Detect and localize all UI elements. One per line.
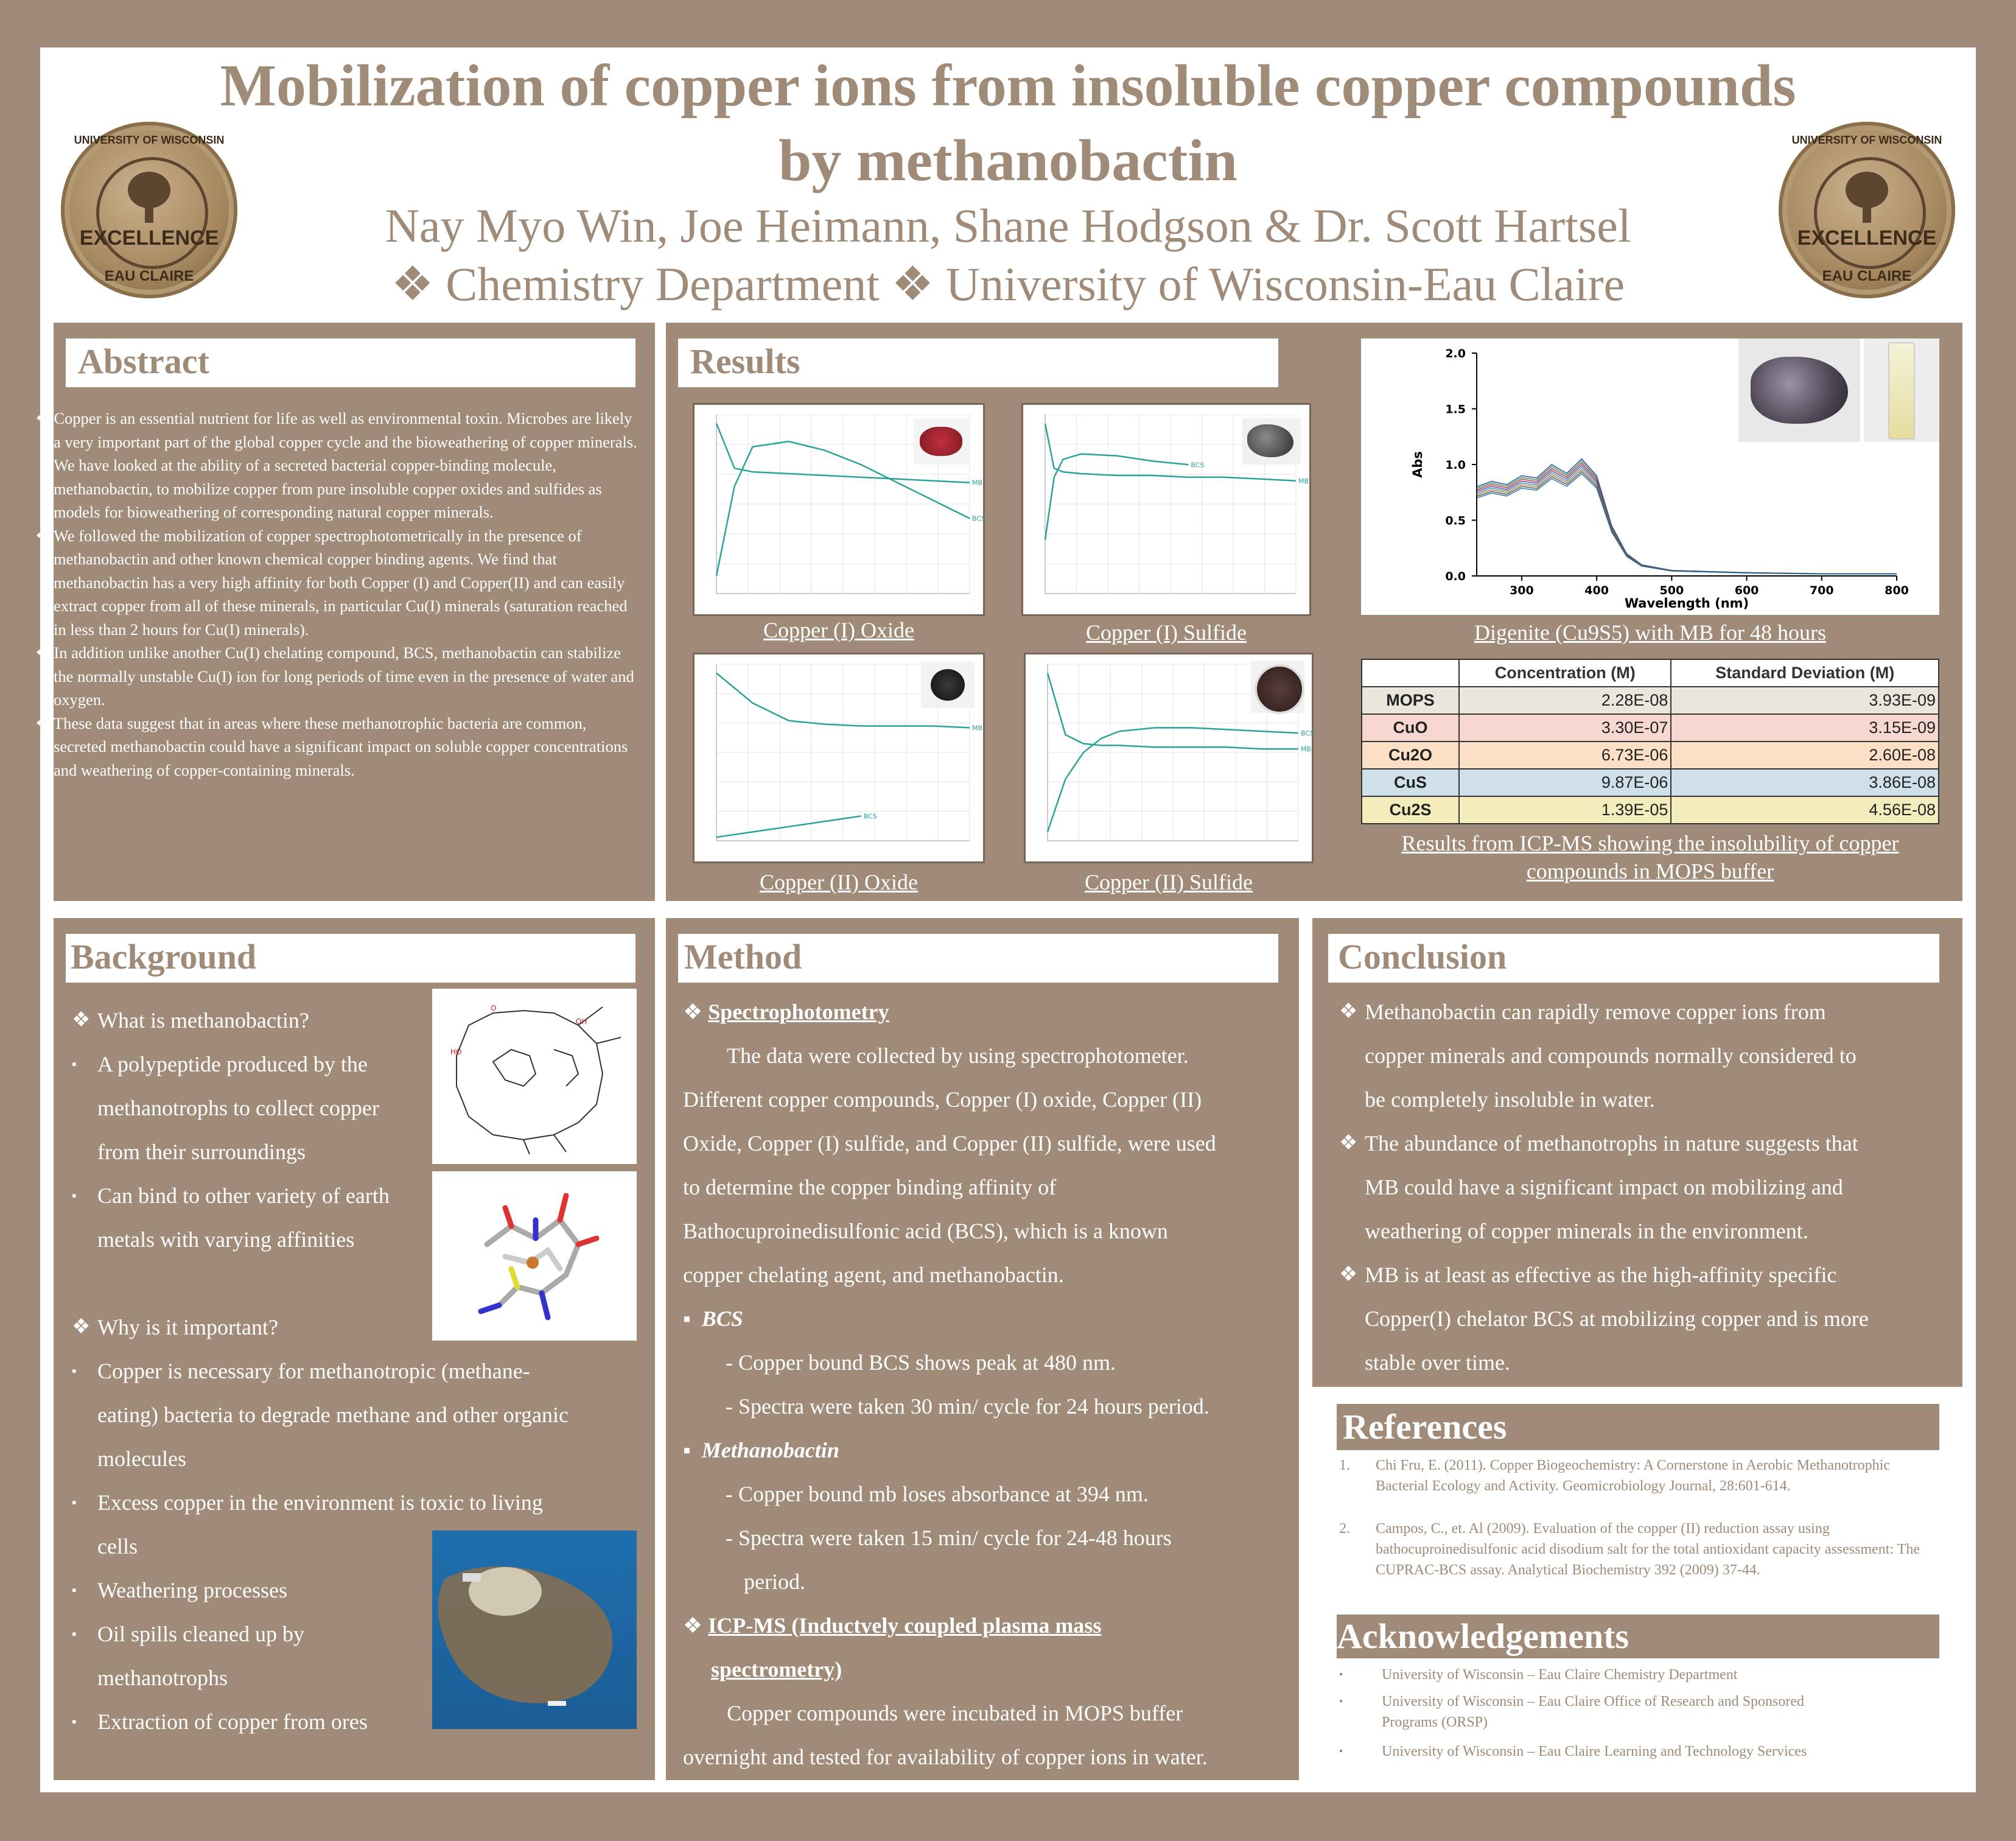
acknowledgement-text: University of Wisconsin – Eau Claire Office of Research and Sponsored Programs (ORSP) xyxy=(1382,1694,1804,1730)
abstract-heading: Abstract xyxy=(66,338,635,387)
concentration-cell: 6.73E-06 xyxy=(1459,742,1671,769)
bullet-mark: ▪ xyxy=(72,1363,77,1378)
list-item-text: MB is at least as effective as the high-affinity specific xyxy=(1365,1263,1837,1287)
y-tick-label: 0.5 xyxy=(1445,514,1466,528)
spectrum-caption: Digenite (Cu9S5) with MB for 48 hours xyxy=(1474,620,1826,645)
table-row xyxy=(1362,769,1939,796)
row-label: CuO xyxy=(1362,714,1459,742)
chart-copper-ii-oxide xyxy=(693,653,985,863)
copper-ii-sulfide-photo xyxy=(1251,661,1304,713)
molecule-3d-model xyxy=(432,1171,637,1341)
table-header: Concentration (M) xyxy=(1459,659,1671,687)
caption-copper-i-oxide: Copper (I) Oxide xyxy=(763,618,914,642)
list-item xyxy=(1339,1165,1954,1209)
x-tick-label: 700 xyxy=(1809,584,1834,597)
bullet-mark: ▪ xyxy=(72,1714,77,1729)
chart-copper-i-oxide xyxy=(693,403,985,616)
table-header: Standard Deviation (M) xyxy=(1671,659,1939,687)
y-tick-label: 2.0 xyxy=(1445,347,1466,360)
series-label: BCS xyxy=(1191,461,1205,469)
list-item-text: methanotrophs to collect copper xyxy=(97,1096,379,1120)
series-label: MB xyxy=(1298,477,1309,485)
table-row xyxy=(1362,796,1939,824)
poster-title-line2: by methanobactin xyxy=(778,128,1238,194)
list-item-text: A polypeptide produced by the xyxy=(97,1052,368,1076)
list-item-text: Copper(I) chelator BCS at mobilizing copper and is more xyxy=(1365,1306,1869,1331)
spectrophotometry-subheading: Spectrophotometry xyxy=(708,1000,889,1024)
authors: Nay Myo Win, Joe Heimann, Shane Hodgson & Dr. Scott Hartsel xyxy=(385,199,1631,252)
spectrum-trace xyxy=(1477,463,1897,574)
table-row xyxy=(1362,714,1939,742)
method-text: to determine the copper binding affinity of xyxy=(683,1175,1057,1199)
series-label: MB xyxy=(972,724,983,732)
list-item-text: from their surroundings xyxy=(97,1140,306,1164)
abstract-paragraph: ❖ These data suggest that in areas where these methanotrophic bacteria are common, secreted methanobactin could have a significant impact on soluble copper concentrations and weathering of copper-containing minerals. xyxy=(35,714,628,779)
sd-cell: 2.60E-08 xyxy=(1671,742,1939,769)
method-text: - Copper bound mb loses absorbance at 394 nm. xyxy=(726,1482,1149,1506)
concentration-cell: 2.28E-08 xyxy=(1459,687,1671,714)
seal-mid-text: EXCELLENCE xyxy=(1797,226,1937,250)
list-item xyxy=(1339,1209,1954,1253)
spectrum-trace xyxy=(1477,469,1897,574)
spectrum-trace xyxy=(1477,474,1897,574)
method-text: Oxide, Copper (I) sulfide, and Copper (II) sulfide, were used xyxy=(683,1131,1216,1155)
x-tick-label: 800 xyxy=(1885,584,1909,597)
series-label: MB xyxy=(972,479,983,487)
series-label: BCS xyxy=(1301,729,1315,738)
svg-text:HO: HO xyxy=(450,1048,462,1056)
method-mb-line: ▪ Methanobactin xyxy=(683,1438,839,1462)
icp-subheading: ICP-MS (Inductvely coupled plasma mass xyxy=(708,1613,1102,1638)
method-spectro-line: ❖ Spectrophotometry xyxy=(683,1000,889,1024)
icp-ms-table xyxy=(1361,659,1939,824)
list-item xyxy=(1339,1253,1954,1297)
conclusion-list xyxy=(1339,990,1954,1384)
list-item xyxy=(72,1481,650,1524)
bullet-mark: ❖ xyxy=(72,1009,91,1031)
affiliation: ❖ Chemistry Department ❖ University of Wisconsin-Eau Claire xyxy=(391,258,1625,310)
table-row xyxy=(1362,742,1939,769)
sd-cell: 4.56E-08 xyxy=(1671,796,1939,824)
copper-i-oxide-photo xyxy=(914,418,970,465)
reference-text: Campos, C., et. Al (2009). Evaluation of the copper (II) reduction assay using bathocuproinedisulfonic acid disodium salt for the total antioxidant capacity assessment: The CUPRAC-BCS assay. Analytical Biochemistry 392 (2009) 37-44. xyxy=(1376,1521,1920,1578)
bullet-mark: ❖ xyxy=(1339,1000,1358,1023)
bullet-mark: ▪ xyxy=(72,1188,77,1203)
sd-cell: 3.86E-08 xyxy=(1671,769,1939,796)
series-label: MB xyxy=(1301,745,1312,754)
caption-copper-ii-oxide: Copper (II) Oxide xyxy=(760,870,918,894)
list-item-text: Can bind to other variety of earth xyxy=(97,1184,390,1208)
reference-text: Chi Fru, E. (2011). Copper Biogeochemistry: A Cornerstone in Aerobic Methanotrophic Bacterial Ecology and Activity. Geomicrobiology Journal, 28:601-614. xyxy=(1376,1457,1890,1494)
table-header xyxy=(1362,659,1459,687)
acknowledgement-item: ▪ University of Wisconsin – Eau Claire Chemistry Department xyxy=(1339,1664,1936,1685)
y-tick-label: 0.0 xyxy=(1445,570,1466,583)
method-text: - Spectra were taken 15 min/ cycle for 24-48 hours xyxy=(726,1526,1172,1550)
method-text: period. xyxy=(744,1569,805,1594)
list-item xyxy=(1339,990,1954,1034)
results-heading: Results xyxy=(678,338,1278,387)
series-line-bcs xyxy=(1045,454,1188,540)
y-tick-label: 1.0 xyxy=(1445,458,1466,472)
list-item xyxy=(72,1393,650,1437)
x-tick-label: 500 xyxy=(1659,584,1684,597)
method-text: copper chelating agent, and methanobactin. xyxy=(683,1263,1064,1287)
reference-number: 2. xyxy=(1339,1521,1350,1537)
vial-photo xyxy=(1864,338,1939,442)
list-item-text: Extraction of copper from ores xyxy=(97,1710,368,1734)
methanobactin-subheading: Methanobactin xyxy=(701,1438,839,1462)
list-item-text: weathering of copper minerals in the environment. xyxy=(1365,1219,1808,1243)
list-item xyxy=(72,1437,650,1481)
spectrum-trace xyxy=(1477,461,1897,573)
spectrum-trace xyxy=(1477,468,1897,574)
y-axis-label: Abs xyxy=(1410,451,1425,478)
table-caption-line1: Results from ICP-MS showing the insolubility of copper xyxy=(1401,831,1899,855)
y-tick-label: 1.5 xyxy=(1445,402,1466,416)
sd-cell: 3.93E-09 xyxy=(1671,687,1939,714)
seal-bottom-text: EAU CLAIRE xyxy=(1822,268,1912,284)
copper-ii-oxide-photo xyxy=(921,662,975,708)
acknowledgements-heading: Acknowledgements xyxy=(1337,1615,1939,1658)
table-row xyxy=(1362,687,1939,714)
x-tick-label: 300 xyxy=(1510,584,1534,597)
table-header-row xyxy=(1362,659,1939,687)
list-item xyxy=(1339,1341,1954,1384)
icp-subheading-cont: spectrometry) xyxy=(711,1657,842,1681)
list-item xyxy=(1339,1297,1954,1341)
x-axis-label: Wavelength (nm) xyxy=(1624,596,1749,611)
method-text: - Spectra were taken 30 min/ cycle for 24 hours period. xyxy=(726,1394,1209,1418)
method-text: Bathocuproinedisulfonic acid (BCS), which is a known xyxy=(683,1219,1168,1243)
acknowledgement-text: University of Wisconsin – Eau Claire Chemistry Department xyxy=(1382,1667,1738,1683)
method-content xyxy=(683,990,1292,1779)
list-item-text: cells xyxy=(97,1534,138,1559)
table-caption-line2: compounds in MOPS buffer xyxy=(1526,859,1774,883)
list-item-text: eating) bacteria to degrade methane and other organic xyxy=(97,1403,569,1427)
sd-cell: 3.15E-09 xyxy=(1671,714,1939,742)
seal-top-text: UNIVERSITY OF WISCONSIN xyxy=(74,134,225,146)
method-icp-line: ❖ ICP-MS (Inductvely coupled plasma mass xyxy=(683,1613,1102,1638)
bullet-mark: ❖ xyxy=(72,1316,91,1338)
bullet-mark: ❖ xyxy=(1339,1132,1358,1154)
method-text: overnight and tested for availability of copper ions in water. xyxy=(683,1745,1208,1769)
copper-i-sulfide-photo xyxy=(1242,418,1301,465)
abstract-paragraph: ❖ Copper is an essential nutrient for life as well as environmental toxin. Microbes are likely a very important part of the global copper cycle and the bioweathering of copper minerals. We have looked at the ability of a secreted bacterial copper-binding molecule, methanobactin, to mobilize copper from pure insoluble copper oxides and sulfides as models for bioweathering of corresponding natural copper minerals. xyxy=(35,409,637,521)
list-item-text: be completely insoluble in water. xyxy=(1365,1087,1655,1112)
university-seal-right xyxy=(1779,122,1955,298)
list-item-text: MB could have a significant impact on mobilizing and xyxy=(1365,1175,1843,1199)
method-bcs-line: ▪ BCS xyxy=(683,1306,743,1331)
method-text: - Copper bound BCS shows peak at 480 nm. xyxy=(726,1350,1116,1375)
list-item-text: What is methanobactin? xyxy=(97,1008,309,1033)
acknowledgement-item: ▪ University of Wisconsin – Eau Claire Learning and Technology Services xyxy=(1339,1741,1936,1762)
concentration-cell: 9.87E-06 xyxy=(1459,769,1671,796)
method-text: The data were collected by using spectrophotometer. xyxy=(727,1043,1189,1068)
chart-copper-i-sulfide xyxy=(1021,403,1311,616)
list-item-text: Why is it important? xyxy=(97,1315,278,1339)
bullet-mark: ❖ xyxy=(1339,1263,1358,1286)
row-label: Cu2S xyxy=(1362,796,1459,824)
bullet-mark: ▪ xyxy=(72,1582,77,1597)
background-heading: Background xyxy=(66,934,635,983)
list-item xyxy=(1339,1078,1954,1121)
conclusion-heading: Conclusion xyxy=(1328,934,1939,983)
series-label: BCS xyxy=(972,514,986,523)
reference-number: 1. xyxy=(1339,1457,1350,1473)
bullet-mark: ▪ xyxy=(72,1495,77,1510)
spectrum-trace xyxy=(1477,459,1897,574)
series-line-bcs xyxy=(716,816,861,837)
concentration-cell: 1.39E-05 xyxy=(1459,796,1671,824)
row-label: Cu2O xyxy=(1362,742,1459,769)
seal-mid-text: EXCELLENCE xyxy=(79,226,219,250)
poster-title-line1: Mobilization of copper ions from insoluble copper compounds xyxy=(220,53,1796,119)
university-seal-left xyxy=(61,122,237,298)
x-tick-label: 400 xyxy=(1584,584,1609,597)
list-item-text: copper minerals and compounds normally considered to xyxy=(1365,1043,1857,1068)
acknowledgement-item: ▪ University of Wisconsin – Eau Claire Office of Research and Sponsored Programs (ORSP) xyxy=(1339,1691,1936,1733)
list-item-text: Copper is necessary for methanotropic (methane- xyxy=(97,1359,530,1383)
list-item-text: Oil spills cleaned up by xyxy=(97,1622,304,1646)
abstract-paragraph: ❖ We followed the mobilization of copper spectrophotometrically in the presence of methanobactin and other known chemical copper binding agents. We find that methanobactin has a very high affinity for both Copper (I) and Copper(II) and can easily extract copper from all of these minerals, in particular Cu(I) minerals (saturation reached in less than 2 hours for Cu(I) minerals). xyxy=(35,526,628,639)
list-item-text: molecules xyxy=(97,1446,186,1471)
list-item-text: Weathering processes xyxy=(97,1578,287,1602)
reference-item xyxy=(1339,1455,1936,1496)
method-text: Different copper compounds, Copper (I) oxide, Copper (II) xyxy=(683,1087,1202,1112)
series-label: BCS xyxy=(863,812,877,821)
methanobactin-structure-image xyxy=(432,989,637,1164)
reference-item xyxy=(1339,1518,1936,1580)
caption-copper-i-sulfide: Copper (I) Sulfide xyxy=(1086,620,1247,645)
methanobactin-3d-model-image xyxy=(432,1171,637,1341)
abstract-text xyxy=(35,407,638,782)
list-item-text: methanotrophs xyxy=(97,1666,228,1690)
digenite-spectrum-chart xyxy=(1361,338,1939,615)
bullet-mark: ▪ xyxy=(72,1626,77,1641)
method-text: Copper compounds were incubated in MOPS buffer xyxy=(727,1701,1183,1725)
spectrum-trace xyxy=(1477,472,1897,574)
svg-text:O: O xyxy=(491,1004,497,1012)
references-heading: References xyxy=(1337,1404,1939,1450)
list-item xyxy=(1339,1034,1954,1078)
oil-spill-photo xyxy=(432,1531,637,1729)
bullet-mark: ▪ xyxy=(72,1056,77,1071)
svg-text:OH: OH xyxy=(576,1017,587,1026)
seal-bottom-text: EAU CLAIRE xyxy=(104,268,194,284)
molecule-diagram xyxy=(432,989,637,1164)
chart-copper-ii-sulfide xyxy=(1024,653,1314,863)
list-item xyxy=(1339,1121,1954,1165)
caption-copper-ii-sulfide: Copper (II) Sulfide xyxy=(1085,870,1253,894)
row-label: MOPS xyxy=(1362,687,1459,714)
list-item-text: The abundance of methanotrophs in nature suggests that xyxy=(1365,1131,1858,1155)
spectrum-trace xyxy=(1477,465,1897,573)
digenite-mineral-photo xyxy=(1738,338,1860,442)
acknowledgement-text: University of Wisconsin – Eau Claire Learning and Technology Services xyxy=(1382,1744,1807,1759)
oil-spill-illustration xyxy=(432,1531,637,1729)
list-item-text: Methanobactin can rapidly remove copper ions from xyxy=(1365,1000,1826,1024)
bcs-subheading: BCS xyxy=(701,1306,743,1331)
list-item-text: stable over time. xyxy=(1365,1350,1510,1375)
method-heading: Method xyxy=(678,934,1278,983)
list-item-text: Excess copper in the environment is toxic to living xyxy=(97,1490,543,1515)
list-item-text: metals with varying affinities xyxy=(97,1227,355,1252)
list-item xyxy=(72,1349,650,1393)
row-label: CuS xyxy=(1362,769,1459,796)
seal-top-text: UNIVERSITY OF WISCONSIN xyxy=(1791,134,1942,146)
concentration-cell: 3.30E-07 xyxy=(1459,714,1671,742)
abstract-paragraph: ❖ In addition unlike another Cu(I) chelating compound, BCS, methanobactin can stabilize the normally unstable Cu(I) ion for long periods of time even in the presence of water and oxygen. xyxy=(35,643,634,709)
x-tick-label: 600 xyxy=(1734,584,1759,597)
